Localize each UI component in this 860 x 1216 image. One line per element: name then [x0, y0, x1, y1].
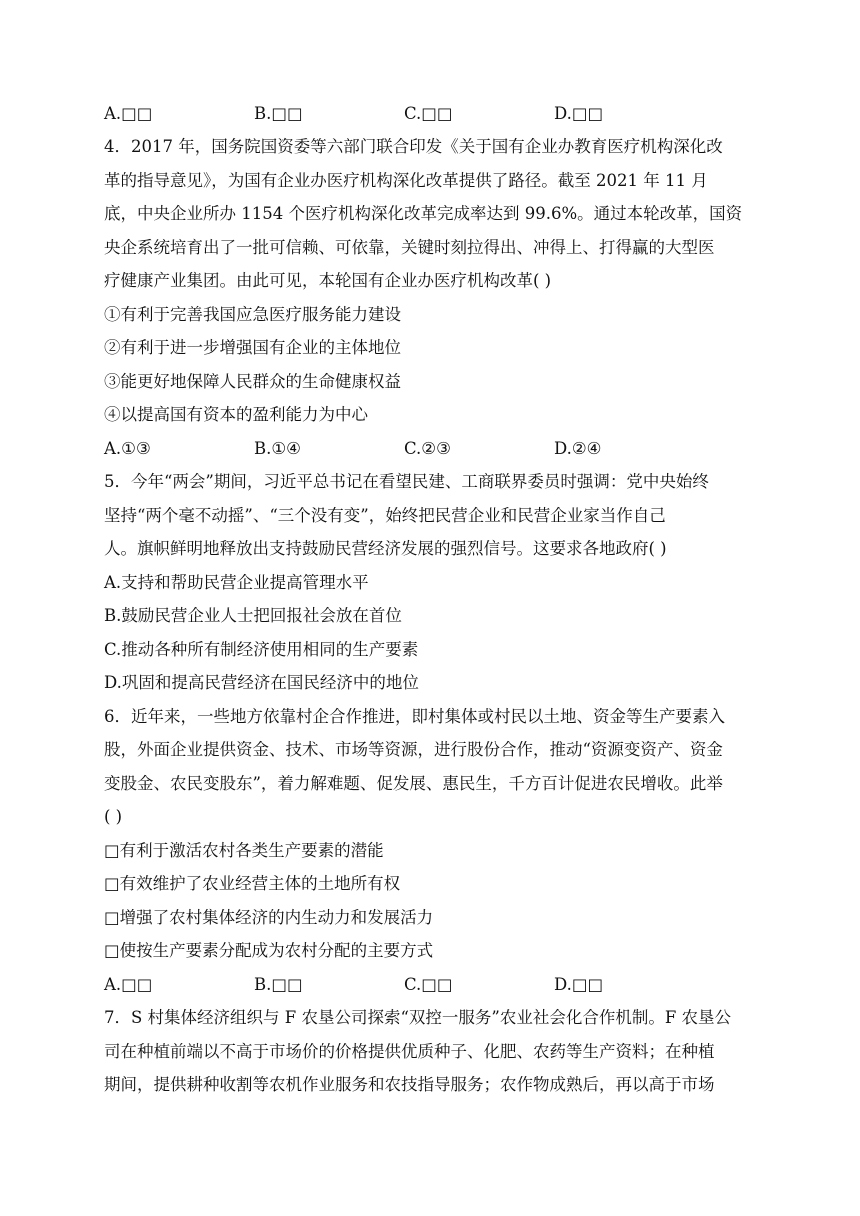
q4-stem-line: 4．2017 年，国务院国资委等六部门联合印发《关于国有企业办教育医疗机构深化改 — [104, 137, 723, 156]
q7-stem-line: 7．S 村集体经济组织与 F 农垦公司探索“双控一服务”农业社会化合作机制。F 农垦公 — [104, 1008, 732, 1027]
q6-stem-line: 股，外面企业提供资金、技术、市场等资源，进行股份合作，推动“资源变资产、资金 — [104, 740, 723, 759]
option-d[interactable]: D.巩固和提高民营经济在国民经济中的地位 — [104, 673, 419, 692]
q4-stem-line: 央企系统培育出了一批可信赖、可依靠，关键时刻拉得出、冲得上、打得赢的大型医 — [104, 238, 715, 257]
q6-item: □增强了农村集体经济的内生动力和发展活力 — [104, 908, 434, 927]
option-b[interactable]: B.□□ — [254, 975, 303, 994]
q4-item: ①有利于完善我国应急医疗服务能力建设 — [104, 305, 401, 324]
option-a[interactable]: A.□□ — [104, 104, 153, 123]
q4-item: ④以提高国有资本的盈利能力为中心 — [104, 405, 368, 424]
q6-stem-line: 变股金、农民变股东”，着力解难题、促发展、惠民生，千方百计促进农民增收。此举 — [104, 774, 723, 793]
option-d[interactable]: D.②④ — [554, 439, 602, 458]
q7-stem-line: 期间，提供耕种收割等农机作业服务和农技指导服务；农作物成熟后，再以高于市场 — [104, 1075, 715, 1094]
q6-stem-line: ( ) — [104, 807, 123, 826]
option-b[interactable]: B.□□ — [254, 104, 303, 123]
option-a[interactable]: A.①③ — [104, 439, 151, 458]
option-a[interactable]: A.□□ — [104, 975, 153, 994]
q5-stem-line: 5．今年“两会”期间，习近平总书记在看望民建、工商联界委员时强调：党中央始终 — [104, 472, 709, 491]
option-d[interactable]: D.□□ — [554, 975, 604, 994]
option-d[interactable]: D.□□ — [554, 104, 604, 123]
option-c[interactable]: C.推动各种所有制经济使用相同的生产要素 — [104, 640, 419, 659]
q4-item: ②有利于进一步增强国有企业的主体地位 — [104, 338, 401, 357]
q4-stem-line: 疗健康产业集团。由此可见，本轮国有企业办医疗机构改革( ) — [104, 271, 552, 290]
option-c[interactable]: C.②③ — [404, 439, 451, 458]
q6-item: □有效维护了农业经营主体的土地所有权 — [104, 874, 401, 893]
option-c[interactable]: C.□□ — [404, 104, 453, 123]
q6-item: □有利于激活农村各类生产要素的潜能 — [104, 841, 384, 860]
q5-stem-line: 坚持“两个毫不动摇”、“三个没有变”，始终把民营企业和民营企业家当作自己 — [104, 506, 666, 525]
q4-item: ③能更好地保障人民群众的生命健康权益 — [104, 372, 401, 391]
option-b[interactable]: B.①④ — [254, 439, 301, 458]
q6-stem-line: 6．近年来，一些地方依靠村企合作推进，即村集体或村民以土地、资金等生产要素入 — [104, 707, 725, 726]
q5-stem-line: 人。旗帜鲜明地释放出支持鼓励民营经济发展的强烈信号。这要求各地政府( ) — [104, 539, 667, 558]
option-c[interactable]: C.□□ — [404, 975, 453, 994]
q4-stem-line: 革的指导意见》，为国有企业办医疗机构深化改革提供了路径。截至 2021 年 11 月 — [104, 171, 708, 190]
q7-stem-line: 司在种植前端以不高于市场价的价格提供优质种子、化肥、农药等生产资料；在种植 — [104, 1042, 715, 1061]
q4-stem-line: 底，中央企业所办 1154 个医疗机构深化改革完成率达到 99.6%。通过本轮改革，国资 — [104, 204, 743, 223]
option-b[interactable]: B.鼓励民营企业人士把回报社会放在首位 — [104, 606, 402, 625]
q6-item: □使按生产要素分配成为农村分配的主要方式 — [104, 941, 434, 960]
option-a[interactable]: A.支持和帮助民营企业提高管理水平 — [104, 573, 369, 592]
